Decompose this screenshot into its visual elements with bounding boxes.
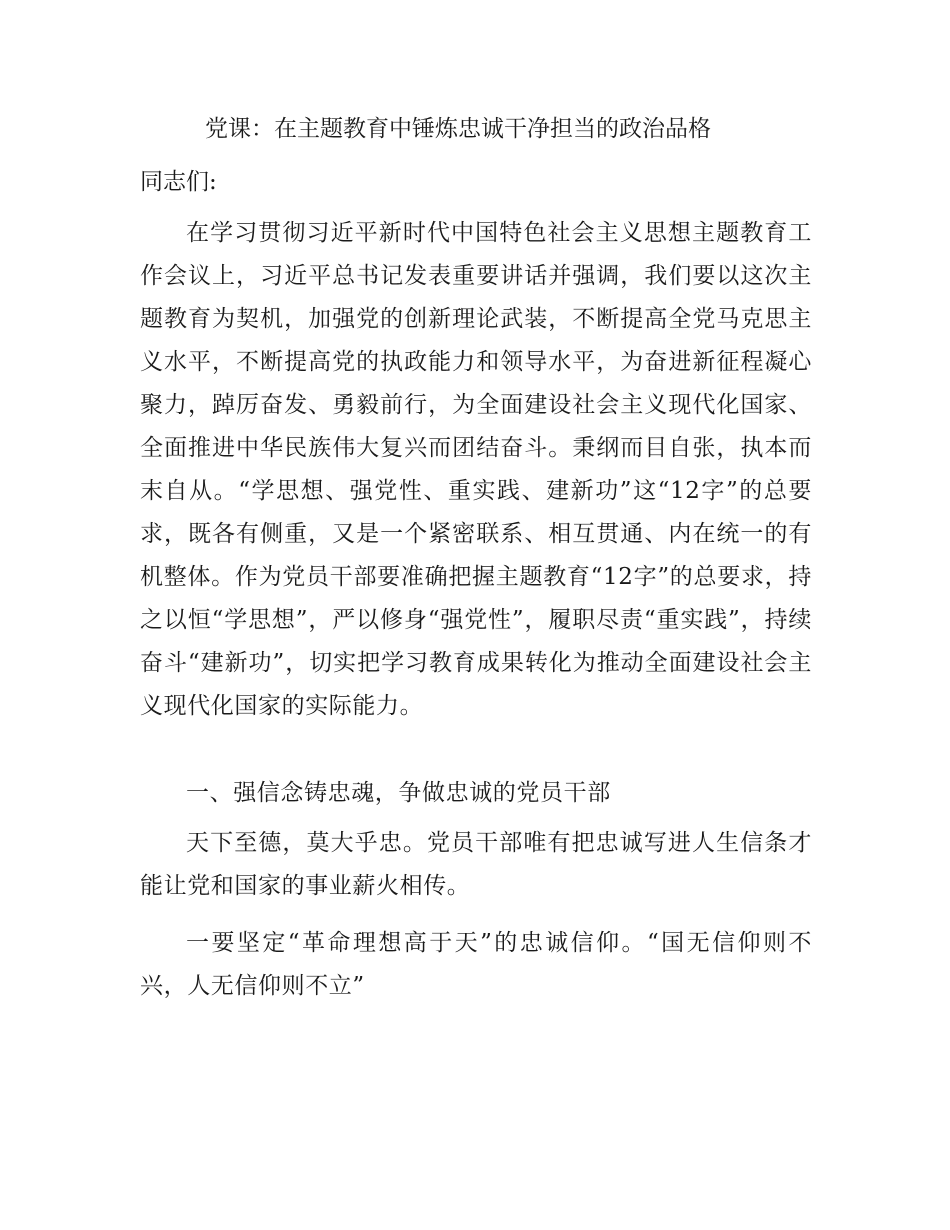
body-paragraph-intro: 在学习贯彻习近平新时代中国特色社会主义思想主题教育工作会议上，习近平总书记发表重要讲话并强调，我们要以这次主题教育为契机，加强党的创新理论武装，不断提高全党马克思主义水平，不断提高党的执政能力和领导水平，为奋进新征程凝心聚力，踔厉奋发、勇毅前行，为全面建设社会主义现代化国家、全面推进中华民族伟大复兴而团结奋斗。秉纲而目自张，执本而末自从。“学思想、强党性、重实践、建新功”这“12字”的总要求，既各有侧重，又是一个紧密联系、相互贯通、内在统一的有机整体。作为党员干部要准确把握主题教育“12字”的总要求，持之以恒“学思想”，严以修身“强党性”，履职尽责“重实践”，持续奋斗“建新功”，切实把学习教育成果转化为推动全面建设社会主义现代化国家的实际能力。	[140, 220, 812, 719]
body-paragraph-loyalty: 天下至德，莫大乎忠。党员干部唯有把忠诚写进人生信条才能让党和国家的事业薪火相传。	[140, 830, 812, 899]
body-paragraph-faith: 一要坚定“革命理想高于天”的忠诚信仰。“国无信仰则不兴，人无信仰则不立”	[140, 930, 812, 999]
salutation: 同志们:	[140, 169, 217, 195]
document-title: 党课：在主题教育中锤炼忠诚干净担当的政治品格	[205, 116, 711, 142]
section-heading-1: 一、强信念铸忠魂，争做忠诚的党员干部	[186, 780, 611, 806]
